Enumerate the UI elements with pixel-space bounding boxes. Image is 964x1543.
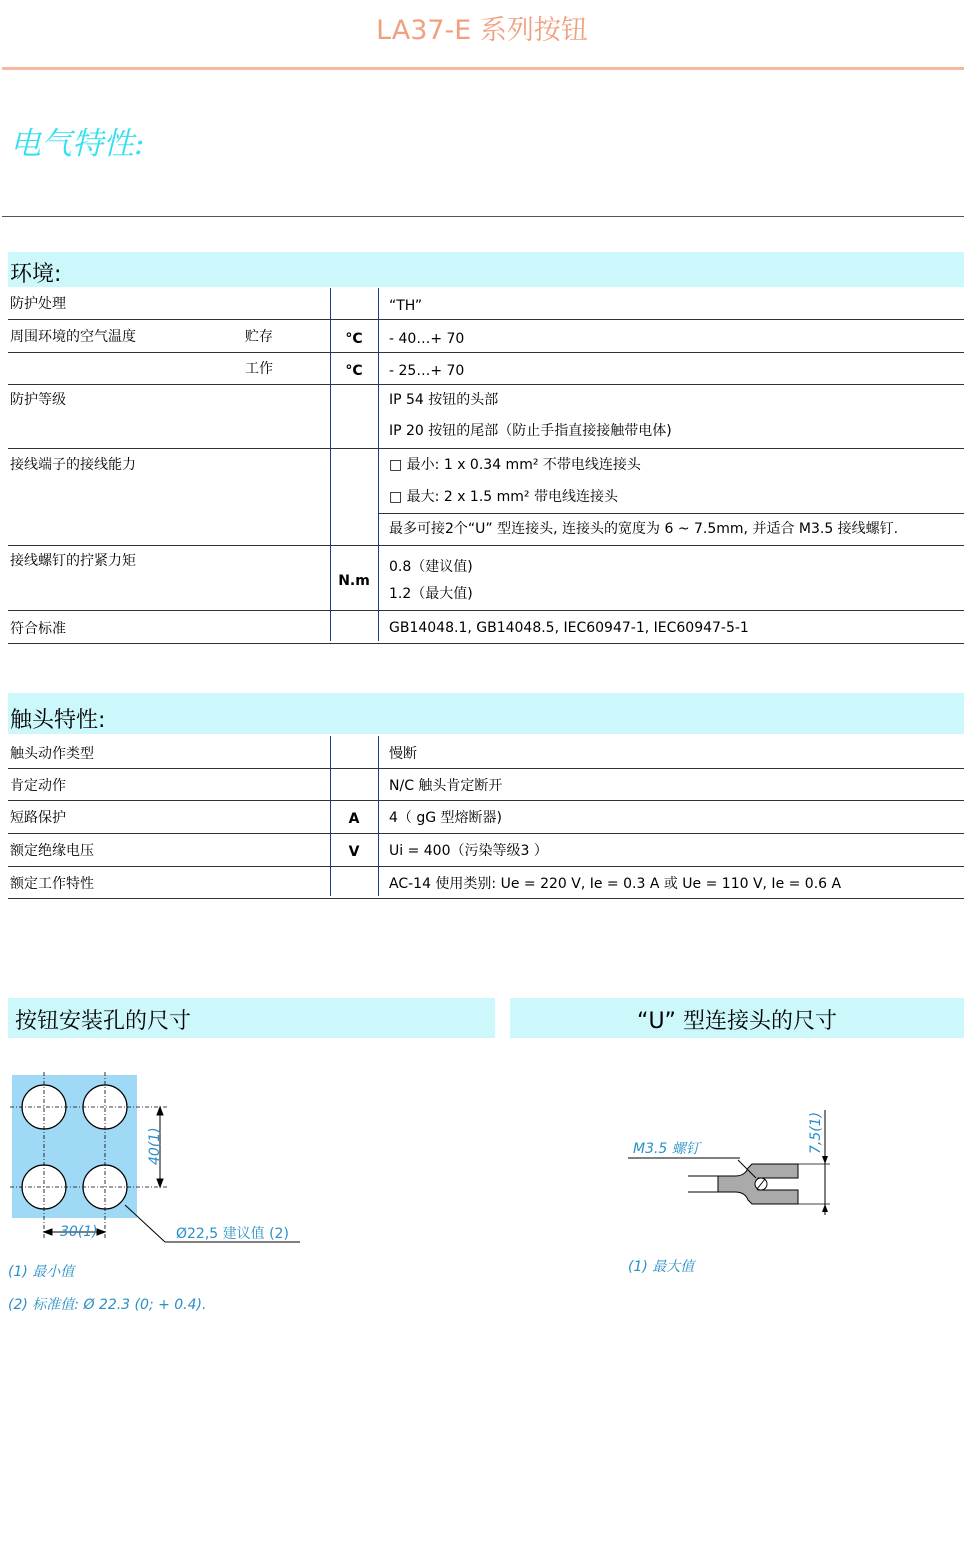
electrical-heading: 电气特性: [10,126,145,162]
row-unit: °C [345,331,363,347]
connector-note-1: (1) 最大值 [628,1259,695,1275]
row-value: “TH” [389,298,423,314]
table-row [8,801,964,834]
table-row [8,449,964,546]
row-unit: °C [345,363,363,379]
row-label: 额定工作特性 [10,876,94,892]
row-value: - 40…+ 70 [389,331,465,347]
row-label: 周围环境的空气温度 [10,329,136,345]
row-label: 肯定动作 [10,778,66,794]
row-unit: N.m [338,573,370,589]
table-row [8,867,964,899]
row-value: N/C 触头肯定断开 [389,778,503,794]
environment-heading: 环境: [10,262,62,287]
page-title: LA37-E 系列按钮 [376,15,588,46]
row-value: 1.2（最大值) [389,586,473,602]
row-value: - 25…+ 70 [389,363,465,379]
row-sub-label: 工作 [245,361,273,377]
row-value: Ui = 400（污染等级3 ） [389,843,548,859]
row-value: 0.8（建议值) [389,559,473,575]
row-value: IP 54 按钮的头部 [389,392,499,408]
row-unit: V [348,844,360,860]
contact-table [8,736,964,896]
connector-heading: “U” 型连接头的尺寸 [637,1009,837,1034]
row-value: 最多可接2个“U” 型连接头, 连接头的宽度为 6 ~ 7.5mm, 并适合 M3.5 接线螺钉. [389,521,899,537]
mounting-note-2: (2) 标准值: Ø 22.3 (0; + 0.4). [8,1297,207,1313]
table-row [8,353,964,385]
environment-band [8,252,964,287]
row-label: 防护等级 [10,392,66,408]
row-label: 额定绝缘电压 [10,843,94,859]
row-value: IP 20 按钮的尾部（防止手指直接接触带电体) [389,423,672,439]
mounting-heading: 按钮安装孔的尺寸 [15,1009,192,1034]
environment-table [8,288,964,641]
row-value: □ 最小: 1 x 0.34 mm² 不带电线连接头 [389,457,641,473]
table-row [8,288,964,320]
contact-band [8,693,964,734]
table-row [8,611,964,644]
title-divider [2,67,964,70]
row-label: 防护处理 [10,296,66,312]
row-value: □ 最大: 2 x 1.5 mm² 带电线连接头 [389,489,618,505]
table-row [8,320,964,353]
row-unit: A [348,811,360,827]
row-sub-label: 贮存 [245,329,273,345]
dim-vertical-label: 40(1) [147,1127,163,1165]
row-value: GB14048.1, GB14048.5, IEC60947-1, IEC60947-5-1 [389,620,749,636]
table-row [8,546,964,611]
row-label: 短路保护 [10,810,66,826]
dim-horizontal-label: 30(1) [60,1224,98,1240]
row-value: 4（ gG 型熔断器) [389,810,503,826]
section-divider [2,216,964,217]
mounting-note-1: (1) 最小值 [8,1264,75,1280]
table-row [8,385,964,449]
row-label: 符合标准 [10,621,66,637]
connector-dim-label: 7,5(1) [808,1111,824,1154]
dim-diameter-label: Ø22,5 建议值 (2) [176,1226,289,1242]
row-label: 触头动作类型 [10,746,94,762]
table-row [8,736,964,769]
contact-heading: 触头特性: [10,708,106,733]
row-value: 慢断 [389,746,417,762]
row-value: AC-14 使用类别: Ue = 220 V, Ie = 0.3 A 或 Ue = 110 V, Ie = 0.6 A [389,876,842,892]
row-label: 接线螺钉的拧紧力矩 [10,553,136,569]
row-label: 接线端子的接线能力 [10,457,136,473]
table-row [8,769,964,801]
screw-label: M3.5 螺钉 [633,1141,700,1157]
table-row [8,834,964,867]
u-connector-diagram [620,1100,840,1220]
